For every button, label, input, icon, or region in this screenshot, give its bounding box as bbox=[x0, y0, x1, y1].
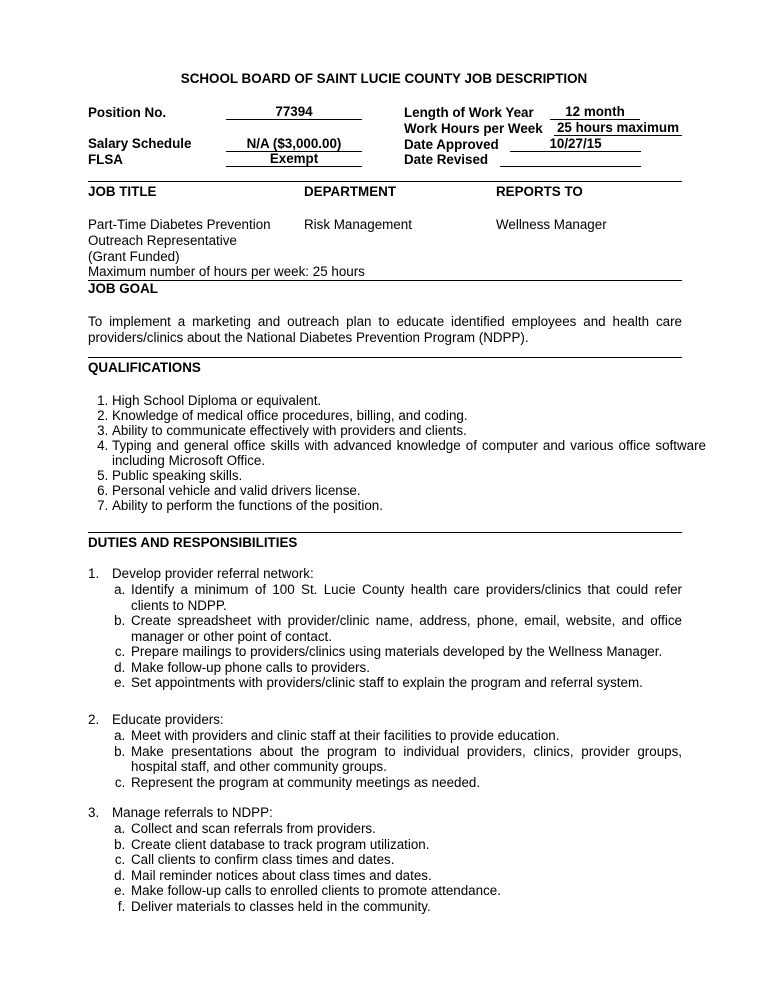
duty-item: b. Create client database to track program utilization. bbox=[129, 837, 682, 853]
qualification-item: 1. High School Diploma or equivalent. bbox=[112, 393, 706, 408]
duty-item: d. Mail reminder notices about class times and dates. bbox=[129, 868, 682, 884]
work-year-value: 12 month bbox=[550, 104, 640, 120]
qualification-item: 2. Knowledge of medical office procedures, billing, and coding. bbox=[112, 408, 706, 423]
duty-item: a. Identify a minimum of 100 St. Lucie County health care providers/clinics that could refer clients to NDPP. bbox=[129, 582, 682, 613]
duty-title: Develop provider referral network: bbox=[112, 566, 314, 581]
duty-item: d. Make follow-up phone calls to providers. bbox=[129, 660, 682, 676]
duty-number: 1. bbox=[88, 566, 100, 581]
max-hours-note: Maximum number of hours per week: 25 hours bbox=[88, 264, 365, 279]
qualification-item: 3. Ability to communicate effectively with providers and clients. bbox=[112, 423, 706, 438]
date-approved-label: Date Approved bbox=[404, 137, 499, 152]
position-label: Position No. bbox=[88, 105, 167, 120]
duty-item: a. Collect and scan referrals from providers. bbox=[129, 821, 682, 837]
duty-section bbox=[88, 805, 682, 914]
salary-schedule-label: Salary Schedule bbox=[88, 136, 192, 151]
qualifications-list bbox=[88, 393, 706, 513]
salary-schedule-value: N/A ($3,000.00) bbox=[226, 136, 362, 152]
duty-item: c. Call clients to confirm class times and dates. bbox=[129, 852, 682, 868]
duty-section bbox=[88, 566, 682, 691]
duty-item: f. Deliver materials to classes held in the community. bbox=[129, 899, 682, 915]
divider-line bbox=[88, 181, 682, 182]
qualification-item: 5. Public speaking skills. bbox=[112, 468, 706, 483]
job-goal-heading: JOB GOAL bbox=[88, 281, 158, 296]
job-goal-text: To implement a marketing and outreach plan to educate identified employees and health care providers/clinics about the National Diabetes Prevention Program (NDPP). bbox=[88, 314, 682, 345]
job-title-line: Part-Time Diabetes Prevention bbox=[88, 217, 271, 232]
work-hours-label: Work Hours per Week bbox=[404, 121, 543, 136]
department-header: DEPARTMENT bbox=[304, 184, 396, 199]
qualifications-heading: QUALIFICATIONS bbox=[88, 360, 201, 375]
duty-title: Manage referrals to NDPP: bbox=[112, 805, 273, 820]
divider-line bbox=[88, 280, 682, 281]
duty-item: e. Make follow-up calls to enrolled clients to promote attendance. bbox=[129, 883, 682, 899]
duty-item: a. Meet with providers and clinic staff at their facilities to provide education. bbox=[129, 728, 682, 744]
reports-to-header: REPORTS TO bbox=[496, 184, 583, 199]
duties-heading: DUTIES AND RESPONSIBILITIES bbox=[88, 535, 298, 550]
duty-items bbox=[88, 821, 682, 914]
department-value: Risk Management bbox=[304, 217, 412, 232]
duty-items bbox=[88, 728, 682, 790]
document-title: SCHOOL BOARD OF SAINT LUCIE COUNTY JOB DESCRIPTION bbox=[180, 71, 588, 86]
date-revised-label: Date Revised bbox=[404, 152, 489, 167]
date-approved-value: 10/27/15 bbox=[510, 136, 641, 152]
qualification-item: 4. Typing and general office skills with advanced knowledge of computer and various office software including Microsoft Office. bbox=[112, 438, 706, 468]
duty-items bbox=[88, 582, 682, 691]
divider-line bbox=[88, 357, 682, 358]
duty-number: 3. bbox=[88, 805, 100, 820]
work-hours-value: 25 hours maximum bbox=[554, 120, 682, 136]
flsa-value: Exempt bbox=[226, 151, 362, 167]
job-title-line: Outreach Representative bbox=[88, 233, 237, 248]
duty-item: c. Represent the program at community meetings as needed. bbox=[129, 775, 682, 791]
qualification-item: 6. Personal vehicle and valid drivers license. bbox=[112, 483, 706, 498]
date-revised-value bbox=[500, 151, 641, 167]
qualification-item: 7. Ability to perform the functions of the position. bbox=[112, 498, 706, 513]
duty-title: Educate providers: bbox=[112, 712, 224, 727]
duty-item: e. Set appointments with providers/clinic staff to explain the program and referral system. bbox=[129, 675, 682, 691]
flsa-label: FLSA bbox=[88, 152, 123, 167]
job-title-line: (Grant Funded) bbox=[88, 249, 180, 264]
reports-to-value: Wellness Manager bbox=[496, 217, 607, 232]
duty-item: c. Prepare mailings to providers/clinics using materials developed by the Wellness Manager. bbox=[129, 644, 682, 660]
divider-line bbox=[88, 532, 682, 533]
work-year-label: Length of Work Year bbox=[404, 105, 534, 120]
duty-item: b. Create spreadsheet with provider/clinic name, address, phone, email, website, and office manager or other point of contact. bbox=[129, 613, 682, 644]
duty-section bbox=[88, 712, 682, 790]
duty-item: b. Make presentations about the program to individual providers, clinics, provider groups, hospital staff, and other community groups. bbox=[129, 744, 682, 775]
duty-number: 2. bbox=[88, 712, 100, 727]
job-title-header: JOB TITLE bbox=[88, 184, 157, 199]
position-value: 77394 bbox=[226, 104, 362, 120]
